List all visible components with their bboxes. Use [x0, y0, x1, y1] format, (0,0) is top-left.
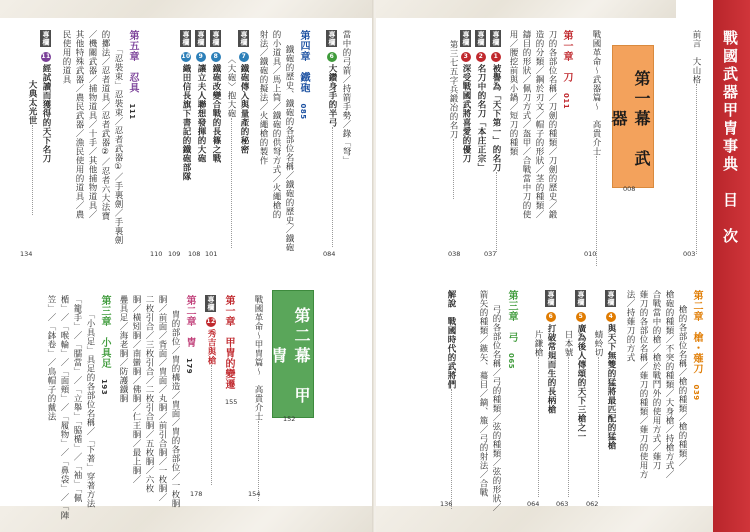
ch1-column-4: 第三七五字兵鍛冶的名刀 [447, 40, 458, 199]
ch1-line-3: 鑄目的形狀／佩刀方式／盔甲／合戰當中刀的使 [521, 30, 531, 219]
ch4-column-4: 專欄9讓立夫人聯想發揮的大砲 [196, 31, 206, 163]
ch3-line-1: 弓的各部位名稱／弓的種類／弦的種類／弦的形狀／ [491, 305, 501, 512]
act2-ch2-title: 第二章 冑 179 [184, 295, 195, 375]
ch5-line-2: 的擲法／忍者道具／忍者武器②／忍者六大法寶 [100, 30, 110, 221]
ch4-column-3-page: 108 [188, 250, 201, 258]
preface-label: 前言 [691, 30, 701, 48]
ch2-line-1: 槍的各部位名稱／槍的種類／槍的種類／ [677, 305, 687, 467]
decorative-border-bottom [0, 506, 374, 532]
ch1-line-2: 造的分類／鋼於刃文／帽子的形狀／茎的種類／ [534, 30, 544, 219]
act2-page: 152 [283, 415, 296, 423]
ch5-line-1: 「忍裝束」忍裝束／忍者武器①／手裏劍／手裏劍 [113, 45, 123, 245]
ch4-line-1: 鐵砲的歷史、鐵砲的各部位名稱／鐵砲的歷史／鐵砲 [284, 45, 294, 252]
ch2-line-3: 合戰當中的槍／槍於戰鬥外的使用方式／薙刀 [651, 290, 661, 470]
act2-ch2-line-2: 胴／前面／背面／冑面／丸胴／前引合胴／一枚胴／ [157, 295, 167, 502]
ch5-column-1-page: 134 [20, 250, 33, 258]
decorative-border-bottom [376, 506, 750, 532]
ch3-line-2: 箭矢的種類／鏃矢、蟇目／鏑、箙／弓的射法／合戰 [478, 290, 488, 497]
act1-ch1-title: 第一章 刀 011 [561, 30, 572, 110]
act2-explain-page: 136 [440, 500, 453, 508]
ch1-column-2: 專欄2名刀中的名刀「本庄正宗」 [476, 31, 486, 172]
act2-label: 第二幕 甲 冑 [272, 290, 314, 418]
ch4-column-3: 專欄8鐵砲改變合戰的長篠之戰 [211, 31, 221, 163]
ch2-column-5-page: 064 [527, 500, 540, 508]
act2-ch2-line-4: 胴／橫矧胴／南蠻胴／佛胴／仁王胴／最上胴／ [131, 295, 141, 484]
ch4-column-2: 〈大砲〉抱大砲 [225, 55, 236, 248]
act2-ch1-page: 155 [225, 398, 238, 406]
preface-page: 003 [683, 250, 696, 258]
ch1-column-3: 專欄3深受戰國武將喜愛的優刀 [461, 31, 471, 163]
act2-ch3-line-3: 楯」／「喉輪」／「面頰」／「履物」／「鼻袋」／「陣 [59, 295, 69, 520]
act1-ch4-title: 第四章 鐵砲 085 [298, 30, 309, 120]
act1-intro: 戰國革命～武器篇～ 高貴介士 [590, 30, 601, 266]
ch2-column-4: 日本號 [562, 330, 573, 497]
preface-author: 大山格 [691, 57, 701, 84]
act2-ch3-line-2: 「籠手」／「臑當」／「立舉」「脇楯」／「袖」「佩 [72, 295, 82, 503]
act1-intro-page: 010 [584, 250, 597, 258]
ch2-column-2: 蜻蛉切 [592, 330, 603, 497]
ch2-column-1-page: 062 [586, 500, 599, 508]
act2-ch3-line-4: 笠」／「鉢卷」／鳥帽子的戴法 [46, 295, 56, 421]
ch2-column-6: 片鎌槍 [532, 330, 543, 497]
book-title: 戰國武器甲冑事典 目 次 [721, 30, 739, 246]
act1-ch3-title: 第三章 弓 065 [506, 290, 517, 370]
ch5-column-2: 大典太光世 [26, 80, 37, 215]
decorative-border-top [0, 0, 374, 18]
ch5-column-1: 專欄11經試讀而獲得的天下名刀 [41, 31, 51, 163]
ch4-line-3: 射法／鐵砲的擬法／火繩槍的製作 [258, 30, 268, 165]
decorative-border-top [376, 0, 676, 18]
act2-intro-page: 154 [248, 490, 261, 498]
ch4-line-2: 的小道具／馬上筒／鐵砲的供弩方式／火繩槍的 [271, 30, 281, 219]
act2-ch1-title: 第一章 甲冑的變遷 [223, 295, 234, 390]
act1-page: 008 [623, 185, 636, 193]
act2-explain: 解說 戰國時代的武將們 [445, 290, 456, 509]
bow-column: 專欄6大鑽身手的半弓 [326, 30, 337, 247]
ch2-column-1: 專欄4與天下無雙的猛將最匹配的猛槍 [606, 291, 616, 450]
preface-entry [690, 30, 701, 254]
bow-misc: 當中的弓箭／持箭手勢／錄「弩」 [341, 30, 351, 165]
ch2-line-5: 法／持薙刀的方式 [625, 290, 635, 362]
ch4-column-4-page: 109 [168, 250, 181, 258]
bow-column-page: 084 [323, 250, 336, 258]
act2-ch2-line-3: 二枚引合／三枚引合／二枚引合胴／五枚胴／六枚 [144, 295, 154, 493]
act1-label: 第一幕 武 器 [612, 45, 654, 188]
ch2-column-5: 專欄6打破常規而生的長柄槍 [546, 291, 556, 414]
ch4-column-5: 專欄10織田信長旗下書記的鐵砲部隊 [181, 31, 191, 181]
ch5-line-4: 其他特殊武器／農民武器／漁民使用的道具／農 [74, 30, 84, 219]
ch5-line-5: 民使用的道具 [61, 30, 71, 84]
ch4-column-1: 專欄7鐵砲傳入與量產的秘密 [239, 31, 249, 154]
ch1-column-1: 專欄1被譽為「天下第一」的名刀 [490, 30, 501, 252]
ch4-column-1-page: 101 [205, 250, 218, 258]
act1-ch2-title: 第二章 槍・薙刀 039 [691, 290, 702, 401]
ch4-column-5-page: 110 [150, 250, 163, 258]
ch1-column-2-page: 038 [448, 250, 461, 258]
act2-ch2-line-5: 疊具足／海老胴／防護鐵胴 [118, 295, 128, 403]
act2-intro: 戰國革命～甲冑篇～ 高貴介士 [252, 295, 263, 501]
ch1-column-1-page: 037 [484, 250, 497, 258]
act2-ch3-line-1: 「小具足」具足的各部位名稱／「下著」穿著方法 [85, 310, 95, 508]
ch2-column-3-page: 063 [556, 500, 569, 508]
ch5-line-3: ／機關武器／捕物道具／十手／其他捕物道具／ [87, 30, 97, 219]
act2-ch1-column: 專欄12秀吉與槍 [205, 295, 216, 485]
act1-ch5-title: 第五章 忍具 111 [127, 30, 138, 120]
ch2-line-4: 薙刀的各部位名稱／薙刀的種類／薙刀的使用方 [638, 290, 648, 479]
act2-ch1-end-page: 178 [190, 490, 203, 498]
ch1-line-1: 刀的各部位名稱／刀劍的種類／刀劍的歷史／鍛 [547, 30, 557, 219]
ch2-line-2: 槍砲的種類／不突的種類／大身槍／持槍方式／ [664, 290, 674, 479]
ch1-line-4: 用／腰挖前與小鍋／短刀的種類 [508, 30, 518, 156]
act2-ch2-line-1: 冑的部位／冑的構造／冑面／冑的各部位／一枚胴 [170, 310, 180, 508]
act2-ch3-title: 第三章 小具足 193 [99, 295, 110, 396]
ch2-column-3: 專欄5廣為後人傳頌的天下三槍之一 [576, 291, 586, 441]
